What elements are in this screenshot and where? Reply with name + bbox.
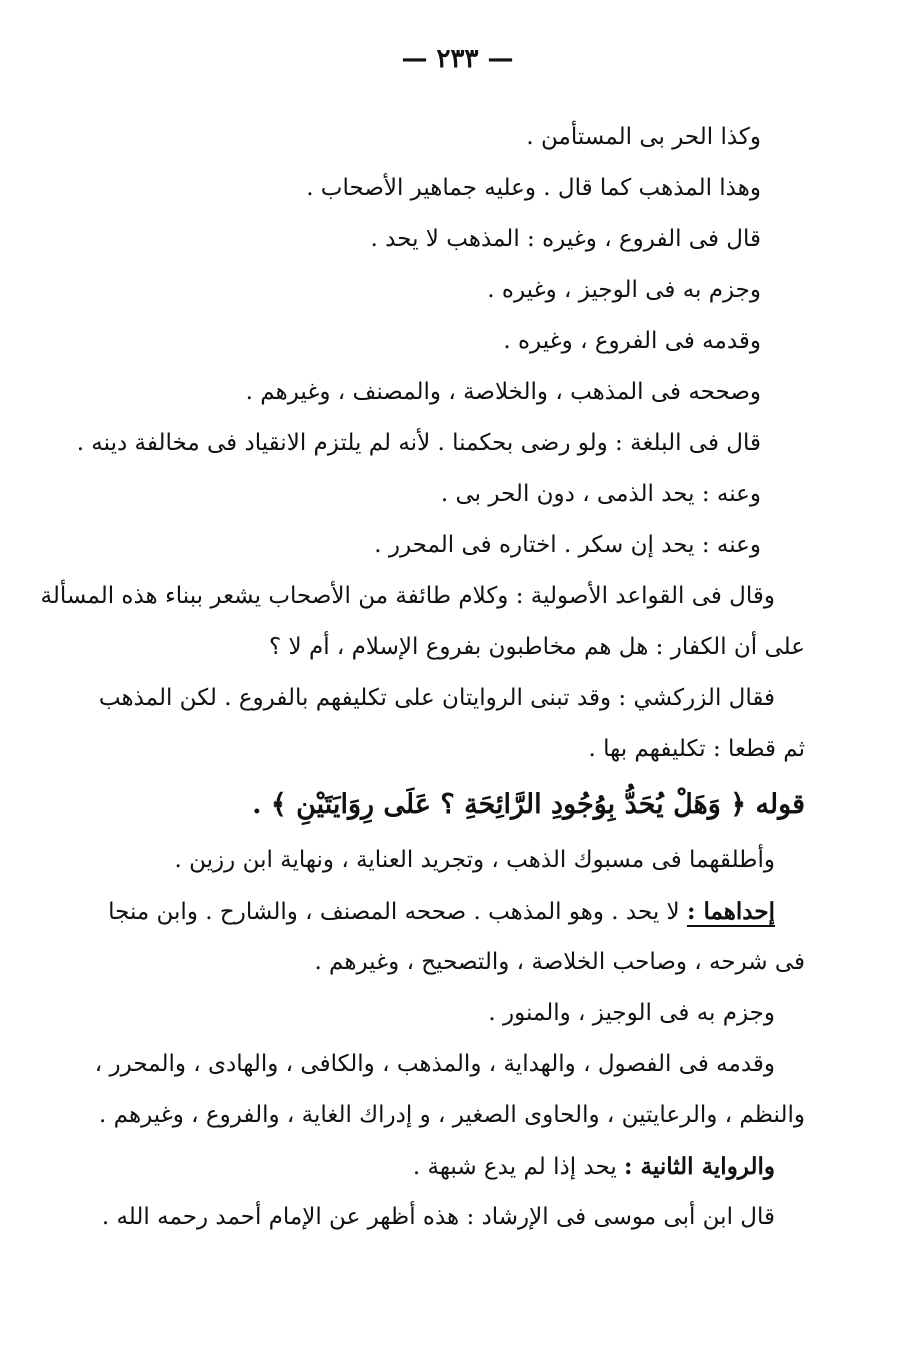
first-narration-label: إحداهما :: [686, 898, 775, 925]
text-line: وجزم به فى الوجيز ، وغيره .: [487, 277, 761, 303]
second-narration-label: والرواية الثانية :: [624, 1153, 775, 1180]
text-body: [40, 112, 805, 1243]
text-line: وصححه فى المذهب ، والخلاصة ، والمصنف ، وغيرهم .: [245, 379, 761, 405]
text-line: قال فى الفروع ، وغيره : المذهب لا يحد .: [370, 226, 761, 252]
text-line: وعنه : يحد الذمى ، دون الحر بى .: [440, 481, 761, 507]
text-line-content: لا يحد . وهو المذهب . صححه المصنف ، والشارح . وابن منجا: [108, 899, 680, 925]
text-line-content: يحد إذا لم يدع شبهة .: [412, 1154, 617, 1180]
page-number: — ٢٣٣ —: [401, 44, 514, 74]
text-line: فى شرحه ، وصاحب الخلاصة ، والتصحيح ، وغيرهم .: [314, 949, 805, 975]
text-line: وجزم به فى الوجيز ، والمنور .: [488, 1000, 775, 1026]
text-line: [150, 1141, 805, 1192]
text-line: وقدمه فى الفصول ، والهداية ، والمذهب ، والكافى ، والهادى ، والمحرر ،: [94, 1051, 775, 1077]
text-line: وقال فى القواعد الأصولية : وكلام طائفة من الأصحاب يشعر ببناء هذه المسألة: [40, 583, 775, 609]
text-line: وهذا المذهب كما قال . وعليه جماهير الأصحاب .: [306, 175, 761, 201]
text-line: وعنه : يحد إن سكر . اختاره فى المحرر .: [374, 532, 761, 558]
text-line: وقدمه فى الفروع ، وغيره .: [503, 328, 761, 354]
text-line: [108, 886, 805, 937]
text-line: قال ابن أبى موسى فى الإرشاد : هذه أظهر عن الإمام أحمد رحمه الله .: [101, 1204, 775, 1230]
text-line: وكذا الحر بى المستأمن .: [526, 124, 761, 150]
text-line: فقال الزركشي : وقد تبنى الروايتان على تكليفهم بالفروع . لكن المذهب: [98, 685, 775, 711]
text-line: والنظم ، والرعايتين ، والحاوى الصغير ، و إدراك الغاية ، والفروع ، وغيرهم .: [99, 1102, 805, 1128]
text-line: ثم قطعا : تكليفهم بها .: [588, 736, 805, 762]
text-line: وأطلقهما فى مسبوك الذهب ، وتجريد العناية ، ونهاية ابن رزين .: [174, 847, 775, 873]
text-line: قال فى البلغة : ولو رضى بحكمنا . لأنه لم يلتزم الانقياد فى مخالفة دينه .: [76, 430, 761, 456]
section-heading: قوله ﴿ وَهَلْ يُحَدُّ بِوُجُودِ الرَّائِحَةِ ؟ عَلَى رِوَايَتَيْنِ ﴾ .: [252, 789, 805, 820]
text-line: على أن الكفار : هل هم مخاطبون بفروع الإسلام ، أم لا ؟: [269, 634, 805, 660]
